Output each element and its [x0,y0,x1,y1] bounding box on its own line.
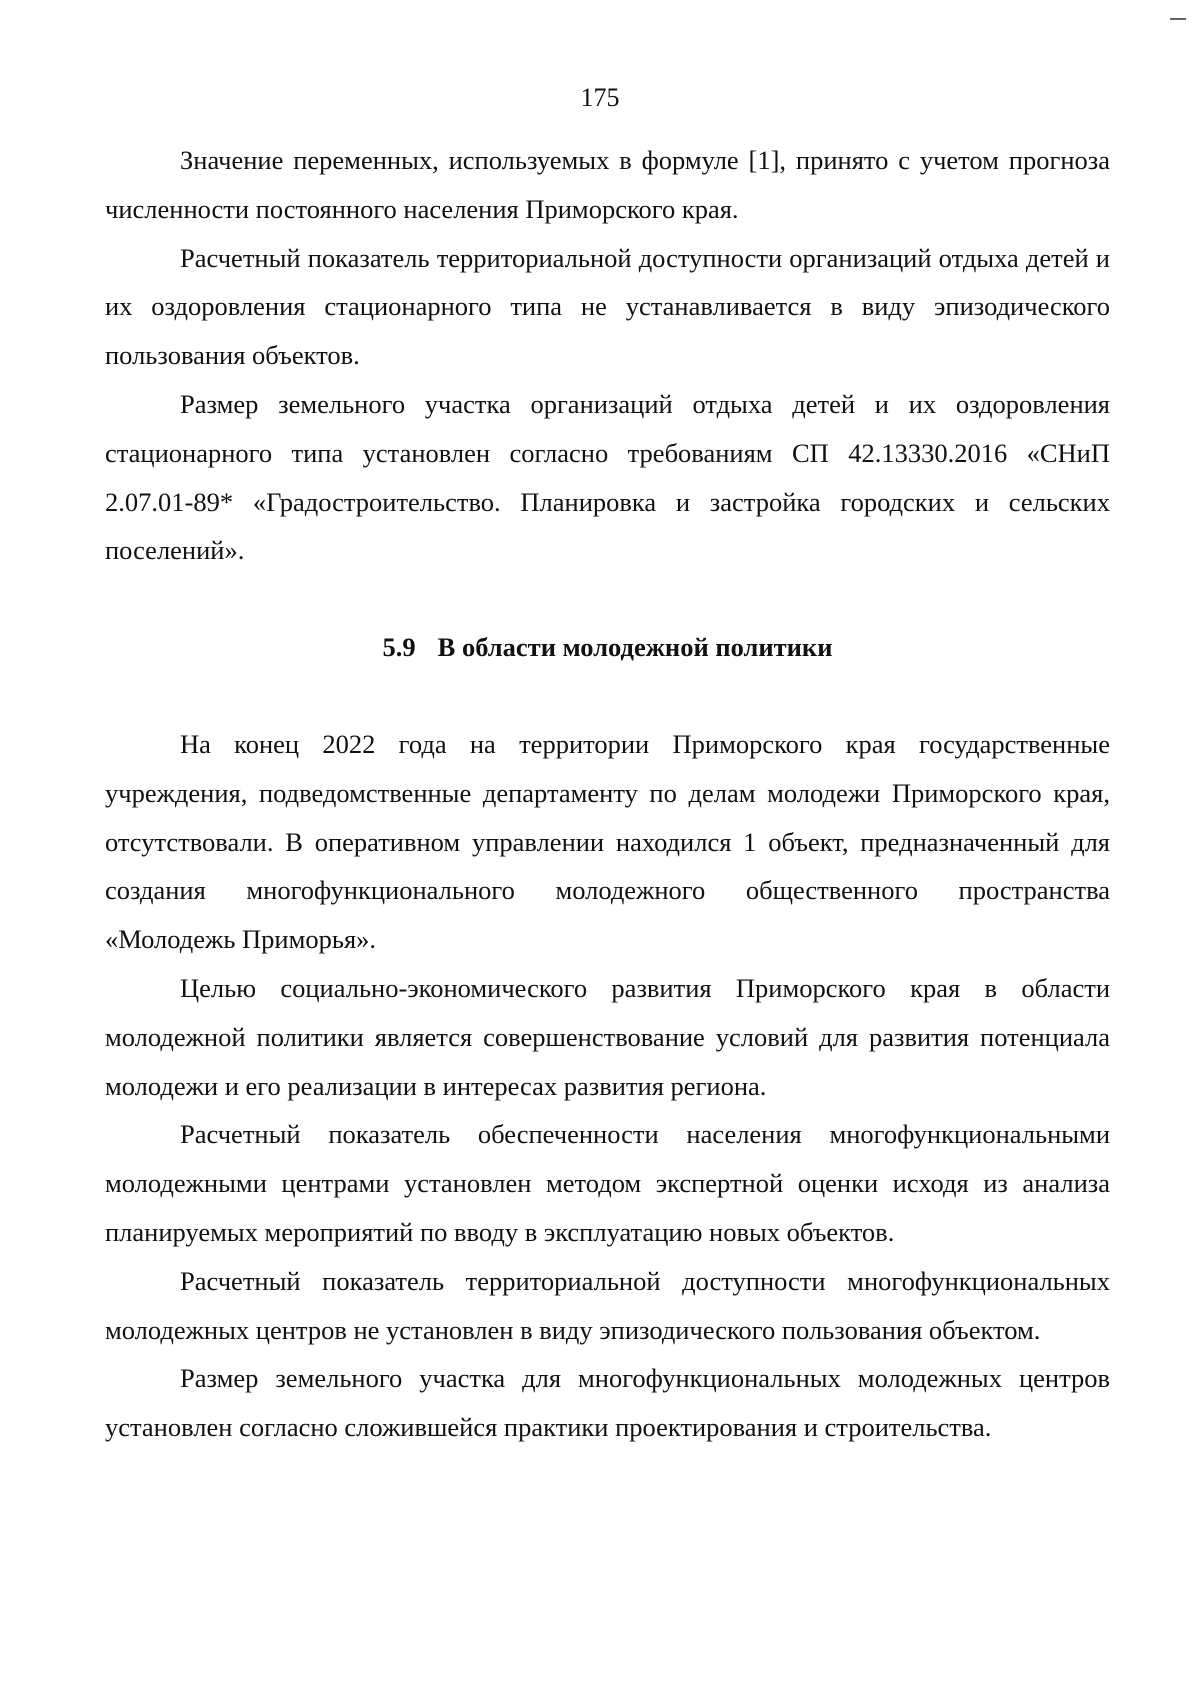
paragraph: Расчетный показатель территориальной доступности многофункциональных молодежных центров не установлен в виду эпизодического пользования объектом. [105,1265,1110,1345]
paragraph: Размер земельного участка для многофункциональных молодежных центров установлен согласно сложившейся практики проектирования и строительства. [105,1363,1110,1443]
paragraph: Размер земельного участка организаций отдыха детей и их оздоровления стационарного типа установлен согласно требованиям СП 42.13330.2016 «СНиП 2.07.01-89* «Градостроительство. Планировка и застройка городских и сельских поселений». [105,388,1110,566]
section-title: В области молодежной политики [437,632,833,663]
page-number: 175 [580,83,620,112]
paragraph: Значение переменных, используемых в формуле [1], принято с учетом прогноза численности постоянного населения Приморского края. [105,145,1110,224]
section-heading [105,575,1110,720]
paragraph: Расчетный показатель обеспеченности населения многофункциональными молодежными центрами установлен методом экспертной оценки исходя из анализа планируемых мероприятий по вводу в эксплуатацию новых объектов. [105,1119,1110,1247]
scan-corner-mark [1170,18,1186,20]
document-body [105,136,1110,1452]
section-number: 5.9 [382,632,416,663]
paragraph: Расчетный показатель территориальной доступности организаций отдыха детей и их оздоровления стационарного типа не устанавливается в виду эпизодического пользования объектов. [105,242,1110,371]
paragraph: Целью социально-экономического развития Приморского края в области молодежной политики является совершенствование условий для развития потенциала молодежи и его реализации в интересах развития региона. [105,972,1110,1101]
paragraph: На конец 2022 года на территории Приморского края государственные учреждения, подведомственные департаменту по делам молодежи Приморского края, отсутствовали. В оперативном управлении находился 1 объект, предназначенный для создания многофункционального молодежного общественного пространства «Молодежь Приморья». [105,728,1110,955]
